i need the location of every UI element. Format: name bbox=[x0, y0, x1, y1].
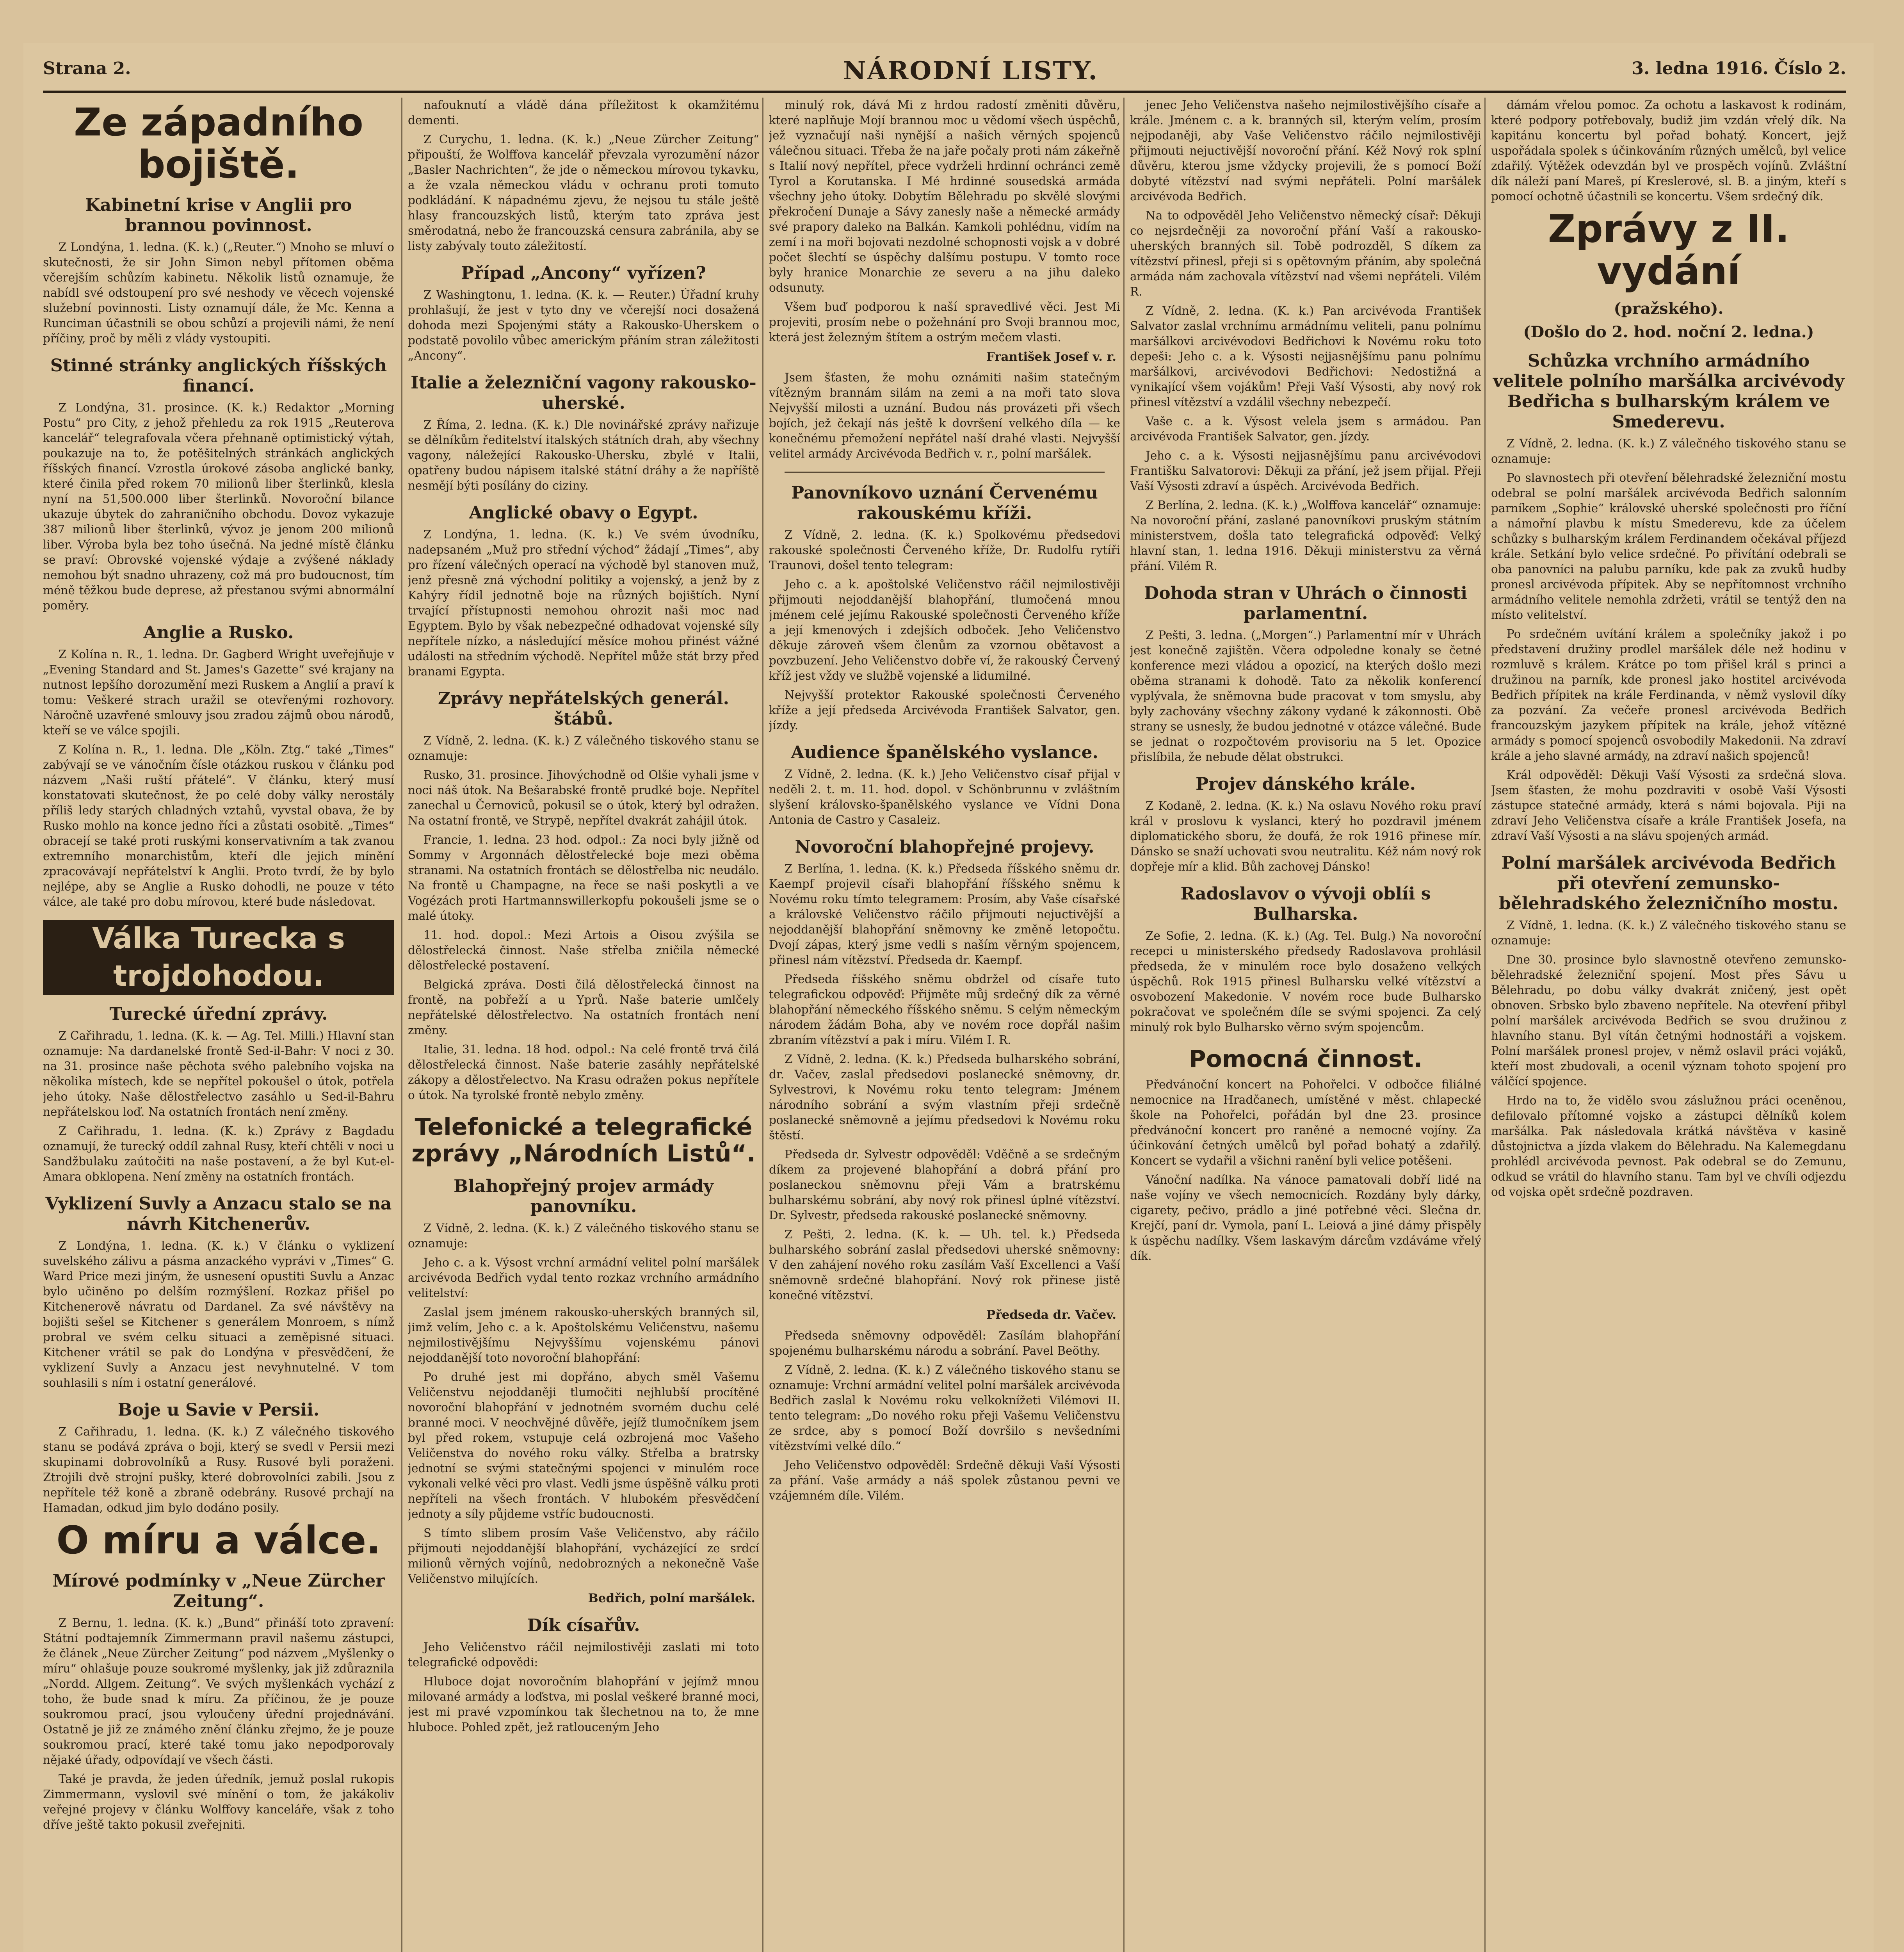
article-text: Jeho c. a k. Výsost vrchní armádní velitel polní maršálek arcivévoda Bedřich vydal tento rozkaz vrchního armádního velitelství: bbox=[408, 1256, 759, 1300]
article-text: Hluboce dojat novoročním blahopřání v jejímž mnou milované armády a loďstva, mi poslal veškeré branné moci, jest mi pravé vzpomínkou tak šlechetnou na to, že mne hluboce. Pohled zpět, jež ratlouceným Jeho bbox=[408, 1675, 759, 1734]
article-title: Stinné stránky anglických říšských financí. bbox=[50, 356, 387, 396]
section-headline: Zprávy z II. vydání bbox=[1548, 207, 1790, 294]
article-title: Turecké úřední zprávy. bbox=[109, 1004, 328, 1024]
article-title: Mírové podmínky v „Neue Zürcher Zeitung“. bbox=[52, 1571, 385, 1611]
article-title: Schůzka vrchního armádního velitele polního maršálka arcivévody Bedřicha s bulharským králem ve Smederevu. bbox=[1493, 351, 1845, 432]
divider bbox=[785, 472, 1105, 473]
article-text: Král odpověděl: Děkuji Vaší Výsosti za srdečná slova. Jsem šťasten, že mohu pozdraviti v osobě Vaší Výsosti zástupce statečné armády, která s námi bojovala. Piji na zdraví Jeho Veličenstva císaře a krále František Josefa, na zdraví Vaší Výsosti a na slávu spojených armád. bbox=[1491, 768, 1846, 842]
article-text: Po druhé jest mi dopřáno, abych směl Vašemu Veličenstvu nejoddaněji tlumočiti nejhlubší procítěné novoroční blahopřání v jednotném svorném duchu celé branné moci. V neochvějné důvěře, jejíž tlumočníkem jsem byl před rokem, vstupuje celá ozbrojená moc Vašeho Veličenstva do nového roku války. Střelba a bratrsky jednotní se svými statečnými spojenci v minulém roce vykonali velké věci pro vlast. Vedli jsme úspěšně válku proti nepříteli na všech frontách. V hlubokém přesvědčení jednoty a síly půjdeme vstříc budoucnosti. bbox=[408, 1370, 759, 1521]
article-text: Z Vídně, 2. ledna. (K. k.) Spolkovému předsedovi rakouské společnosti Červeného kříže, Dr. Rudolfu rytíři Traunovi, došel tento telegram: bbox=[769, 528, 1120, 572]
article-text: Z Vídně, 2. ledna. (K. k.) Z válečného tiskového stanu se oznamuje: Vrchní armádní velitel polní maršálek arcivévoda Bedřich zaslal k Novému roku velkoknížeti Vilémovi II. tento telegram: „Do nového roku přeji Vašemu Veličenstvu ze srdce, aby s pomocí Boží dovršilo s nevšedními vítězstvími velké dílo.“ bbox=[769, 1363, 1120, 1453]
article-text: Belgická zpráva. Dosti čilá dělostřelecká činnost na frontě, na pobřeží a u Yprů. Naše baterie umlčely nepřátelské dělostřelectvo. Na ostatních frontách není změny. bbox=[408, 978, 759, 1037]
article-title: Radoslavov o vývoji oblíi s Bulharska. bbox=[1180, 884, 1431, 924]
header-rule bbox=[43, 91, 1846, 93]
article-text: minulý rok, dává Mi z hrdou radostí změniti důvěru, které naplňuje Mojí brannou moc u vědomí všech úspěchů, jež vyznačují naši nynější a našich věrných spojenců válečnou situaci. Třeba že na jaře počaly proti nám zákeřně s Italií nový nepřítel, přece vydrželi hrdinní ochránci země Tyrol a Korutanska. I Mé hrdinné sousedská armáda všechny jeho útoky. Dobytím Bělehradu po skvělé slovými překročení Dunaje a Sávy zanesly naše a německé armády své prapory daleko na Balkán. Kamkoli pohlédnu, vidím na zemí i na moři bojovati nezdolné schopnosti vojsk a v dobré počet šlechtí se úspěchy dalšímu postupu. V tomto roce byly hranice Monarchie ze severu a na jihu daleko odsunuty. bbox=[769, 98, 1120, 294]
article-text: Vánoční nadílka. Na vánoce pamatovali dobří lidé na naše vojíny ve všech nemocnicích. Rozdány byly dárky, cigarety, pečivo, prádlo a jiné potřebné věci. Slečna dr. Krejčí, paní dr. Vymola, paní L. Leiová a jiné dámy přispěly k úspěchu nadílky. Všem laskavým dárcům vzdáváme vřelý dík. bbox=[1130, 1173, 1481, 1263]
article-title: Projev dánského krále. bbox=[1196, 774, 1416, 794]
column-2 bbox=[408, 98, 759, 1952]
article-title: Polní maršálek arcivévoda Bedřich při otevření zemunsko-bělehradského železničního mostu. bbox=[1499, 853, 1838, 914]
signature: Bedřich, polní maršálek. bbox=[588, 1591, 755, 1605]
article-text: Předseda říšského sněmu obdržel od císaře tuto telegrafickou odpověď: Přijměte můj srdečný dík za věrné blahopřání německého říšského sněmu. S celým německým národem žádám Boha, aby ve novém roce dopřál našim zbraním vítězství a pak i míru. Vilém I. R. bbox=[769, 972, 1120, 1047]
article-text: Dne 30. prosince bylo slavnostně otevřeno zemunsko-bělehradské železniční spojení. Most přes Sávu u Bělehradu, po dobu války dvakrát zničený, jest opět obnoven. Srbsko bylo zbaveno nepřítele. Na otevření přibyl polní maršálek arcivévoda Bedřich se svou družinou z hlavního stanu. Byl vítán četnými hodnostáři a vojskem. Polní maršálek pronesl projev, v němž oslavil práci vojáků, kteří most zbudovali, a ocenil význam tohoto spojení pro válčící spojence. bbox=[1491, 953, 1846, 1088]
article-title: Dík císařův. bbox=[527, 1615, 640, 1635]
article-title: Dohoda stran v Uhrách o činnosti parlamentní. bbox=[1144, 583, 1467, 623]
article-text: Z Londýna, 1. ledna. (K. k.) V článku o vyklizení suvelského zálivu a pásma anzackého vyprávi v „Times“ G. Ward Price mezi jiným, že usnesení opustiti Suvlu a Anzac bylo učiněno po delším rozmýšlení. Rozkaz přišel po Kitchenerově návratu od Dardanel. Za své návštěvy na bojišti sešel se Kitchener s generálem Monroem, s nímž probral ve svém celku situaci a zeměpisné situaci. Kitchener vrátil se pak do Londýna v přesvědčení, že vyklizení Suvly a Anzacu jest nevyhnutelné. V tom souhlasili s ním i ostatní generálové. bbox=[43, 1239, 394, 1389]
article-title: Novoroční blahopřejné projevy. bbox=[795, 837, 1094, 857]
section-headline: Ze západního bojiště. bbox=[74, 100, 363, 187]
article-text: Z Vídně, 2. ledna. (K. k.) Jeho Veličenstvo císař přijal v neděli 2. t. m. 11. hod. dopol. v Schönbrunnu v zvláštním slyšení královsko-španělského vyslance ve Vídni Dona Antonia de Castro y Casaleiz. bbox=[769, 768, 1120, 826]
article-text: Jsem šťasten, že mohu oznámiti našim statečným vítězným brannám silám na zemi a na moři tato slova Nejvyšší milosti a uznání. Budou nás provázeti při všech bojích, jež čekají nás ještě k dovršení velkého díla — ke konečnému přemožení nepřátel naší drahé vlasti. Nejvyšší velitel armády Arcivévoda Bedřich v. r., polní maršálek. bbox=[769, 371, 1120, 460]
article-text: Předseda sněmovny odpověděl: Zasílám blahopřání spojenému bulharskému národu a sobrání. Pavel Beöthy. bbox=[769, 1329, 1120, 1357]
article-text: Z Kolína n. R., 1. ledna. Dr. Gagberd Wright uveřejňuje v „Evening Standard and St. James's Gazette“ své krajany na nutnost lepšího dorozumění mezi Ruskem a Anglií a praví k tomu: Veškeré strach uražil se otevřenými rozhovory. Náročně uzavřené smlouvy jsou zradou zájmů obou národů, kteří se ve válce spojili. bbox=[43, 648, 394, 737]
article-text: Z Bernu, 1. ledna. (K. k.) „Bund“ přináší toto zpravení: Státní podtajemník Zimmermann pravil našemu zástupci, že článek „Neue Zürcher Zeitung“ pod názvem „Myšlenky o míru“ ohlašuje pouze soukromé myšlenky, jak již zdůraznila „Nordd. Allgem. Zeitung“. Ve svých myšlenkách vychází z toho, že bude snad k míru. Za příčinou, že je pouze soukromou prací, jsou vyloučeny úřední projednávání. Ostatně je již ze známého znění článku zřejmo, že je pouze soukromou prací, které také tomu jako nepodporovaly nějaké úřady, odpovídají ve všech části. bbox=[43, 1616, 394, 1767]
column-4 bbox=[1130, 98, 1481, 1952]
article-text: Z Londýna, 1. ledna. (K. k.) Ve svém úvodníku, nadepsaném „Muž pro střední východ“ žádají „Times“, aby pro řízení válečných operací na východě byl stanoven muž, jenž přesně zná východní politiky a vojenský, a jenž by z Kahýry řídil jednotně boje na různých bojištích. Nyní trvající přístupnosti nemohou ohrozit naši moc nad Egyptem. Bylo by však nebezpečné odhadovat vojenské síly nepřítele nízko, a následující měsíce mohou přinést vážné události na středním východě. Nepřítel může stát brzy před branami Egypta. bbox=[408, 528, 759, 678]
article-text: Z Vídně, 2. ledna. (K. k.) Z válečného tiskového stanu se oznamuje: bbox=[1491, 437, 1846, 465]
column-divider bbox=[401, 98, 402, 1952]
article-text: Po slavnostech při otevření bělehradské železniční mostu odebral se polní maršálek arcivévoda Bedřich salonním parníkem „Sophie“ královské uherské společnosti pro říční a námořní plavbu k místu Smederevu, kde za účelem schůzky s bulharským králem Ferdinandem očekával příjezd krále. Setkání bylo velice srdečné. Po přivítání odebrali se oba panovníci na palubu parníku, kde pak za zvuků hudby pronesl arcivévoda přípitek. Aby se nepřítomnost vrchního armádního velitele nemohla zdržeti, vrátil se tentýž den na místo velitelství. bbox=[1491, 471, 1846, 622]
article-text: Vaše c. a k. Výsost velela jsem s armádou. Pan arcivévoda František Salvator, gen. jízdy. bbox=[1130, 415, 1481, 443]
article-text: Z Vídně, 2. ledna. (K. k.) Pan arcivévoda František Salvator zaslal vrchnímu armádnímu veliteli, panu polnímu maršálkovi arcivévodovi Bedřichovi k Novému roku toto depeši: Jeho c. a k. Výsosti nejjasnějšímu panu polnímu maršálkovi, arcivévodovi Bedřichovi: Nedostižná a vynikající všem vojákům! Přeji Vaší Výsosti, aby nový rok přinesl vítězství a vzdálil všechny nebezpečí. bbox=[1130, 304, 1481, 409]
article-text: Nejvyšší protektor Rakouské společnosti Červeného kříže a její předseda Arcivévoda František Salvator, gen. jízdy. bbox=[769, 688, 1120, 732]
article-text: Z Londýna, 1. ledna. (K. k.) („Reuter.“) Mnoho se mluví o skutečnosti, že sir John Simon nebyl přítomen oběma včerejším schůzím kabinetu. Několik listů oznamuje, že nabídl své odstoupení pro své neshody ve věcech vojenské služební povinnosti. Listy oznamují dále, že Mc. Kenna a Runciman účastnili se obou schůzí a projevili námi, že není příčiny, proč by měli z vlády vystoupiti. bbox=[43, 240, 394, 345]
section-headline-inverted: Válka Turecka s trojdohodou. bbox=[43, 920, 394, 995]
article-text: Z Londýna, 31. prosince. (K. k.) Redaktor „Morning Postu“ pro City, z jehož přehledu za rok 1915 „Reuterova kancelář“ telegrafovala včera přehnaně optimistický výtah, poukazuje na to, že potěšitelných stránkách anglických říšských financí. Vzrostla úrokové zásoba anglické banky, které činila před rokem 70 milionů liber šterlinků, klesla nyní na 51,500.000 liber šterlinků. Novoroční bilance ukazuje úbytek do zahraničního obchodu. Dovoz vykazuje 387 milionů liber šterlinků, vývoz je jenom 200 milionů liber. Výroba byla bez toho úsečná. Na jedné místě článku se praví: Obrovské vojenské výdaje a zvýšené náklady nemohou být snadno uhrazeny, což má pro budoucnost, tím méně těžkou bude deprese, až přestanou svými abnormální poměry. bbox=[43, 401, 394, 612]
article-title: Audience španělského vyslance. bbox=[791, 743, 1098, 762]
signature: František Josef v. r. bbox=[986, 350, 1116, 364]
article-text: Předseda dr. Sylvestr odpověděl: Vděčně a se srdečným díkem za projevené blahopřání a dobrá přání pro poslaneckou sněmovnu přeji Vám a bratrskému bulharskému sobrání, aby nový rok přinesl úplné vítězství. Dr. Sylvestr, předseda rakouské poslanecké sněmovny. bbox=[769, 1148, 1120, 1222]
article-text: Francie, 1. ledna. 23 hod. odpol.: Za noci byly jižně od Sommy v Argonnách dělostřelecké boje mezi oběma stranami. Na ostatních frontách se dělostřelba nic neudálo. Na frontě u Champagne, na řece se naši poskytli a ve Vogézách proti Hartmannswillerkopfu pokoušeli jsme se o malé útoky. bbox=[408, 833, 759, 923]
column-3 bbox=[769, 98, 1120, 1952]
article-text: Z Cařihradu, 1. ledna. (K. k.) Z válečného tiskového stanu se podává zpráva o boji, který se svedl v Persii mezi skupinami dobrovolníků a Rusy. Rusové byli poraženi. Ztrojili dvě strojní pušky, které dobrovolníci zabili. Jsou z nepřítele též koně a zbraně odebrány. Rusové prchají na Hamadan, odkud jim bylo dodáno posily. bbox=[43, 1425, 394, 1514]
article-title: Blahopřejný projev armády panovníku. bbox=[454, 1176, 714, 1216]
article-text: Na to odpověděl Jeho Veličenstvo německý císař: Děkuji co nejsrdečněji za novoroční přání Vaší a rakousko-uherských branných sil. Tobě podrozděl, S díkem za vítězství přinesl, přeji si s opětovným přáním, aby společná armáda nám zachovala vítězství nad všemi nepřáteli. Vilém R. bbox=[1130, 209, 1481, 298]
article-text: Rusko, 31. prosince. Jihovýchodně od Olšie vyhali jsme v noci náš útok. Na Bešarabské frontě prudké boje. Nepřítel zanechal u Černoviců, pokusil se o útok, který byl odražen. Na ostatní frontě, ve Strypě, nepřítel dvakrát zahájil útok. bbox=[408, 768, 759, 827]
masthead bbox=[43, 56, 1846, 86]
article-text: Z Vídně, 2. ledna. (K. k.) Předseda bulharského sobrání, dr. Vačev, zaslal předsedovi poslanecké sněmovny, dr. Sylvestrovi, k Novému roku tento telegram: Jménem národního sobrání a svým vlastním přeji srdečně poslanecké sněmovně a jejímu předsedovi k Novému roku štěstí. bbox=[769, 1053, 1120, 1142]
article-title: Zprávy nepřátelských generál. štábů. bbox=[438, 689, 729, 729]
page-number: Strana 2. bbox=[43, 59, 131, 78]
article-text: Z Vídně, 2. ledna. (K. k.) Z válečného tiskového stanu se oznamuje: bbox=[408, 1222, 759, 1250]
article-text: Italie, 31. ledna. 18 hod. odpol.: Na celé frontě trvá čilá dělostřelecká činnost. Naše baterie zasáhly nepřátelské zákopy a dělostřelectvo. Na Krasu odražen pokus nepřítele o útok. Na tyrolské frontě nebylo změny. bbox=[408, 1043, 759, 1102]
article-text: Hrdo na to, že vidělo svou záslužnou práci oceněnou, defilovalo přítomné vojsko a zástupci dělníků kolem maršálka. Pak následovala krátká návštěva v kasině důstojnictva a jízda vlakem do Bělehradu. Na Kalemegdanu prohlédl arcivévoda pevnost. Pak odebral se do Zemunu, odkud se vrátil do hlavního stanu. Tam byl ve chvíli odjezdu od vojska opět srdečně pozdraven. bbox=[1491, 1094, 1846, 1199]
article-text: Jeho c. a k. apoštolské Veličenstvo ráčil nejmilostivěji přijmouti nejoddanější blahopřání, tlumočená mnou jménem celé jejímu Rakouské společnosti Červeného kříže a její kmenových i zdejších odboček. Jeho Veličenstvo děkuje zároveň všem členům za vzornou obětavost a povzbuzení. Jeho Veličenstvo dobře ví, že rakouský Červený kříž jest vždy ve službě vojenské a lidumilné. bbox=[769, 578, 1120, 682]
article-text: S tímto slibem prosím Vaše Veličenstvo, aby ráčilo přijmouti nejoddanější blahopřání, vycházející ze srdcí milionů věrných vojínů, nedobrozných a nekonečně Vaše Veličenstvo milujících. bbox=[408, 1526, 759, 1585]
article-title: Anglie a Rusko. bbox=[143, 623, 294, 643]
article-text: Jeho Veličenstvo odpověděl: Srdečně děkuji Vaší Výsosti za přání. Vaše armády a náš spolek zůstanou pevni ve vzájemném díle. Vilém. bbox=[769, 1459, 1120, 1502]
article-text: Z Pešti, 3. ledna. („Morgen“.) Parlamentní mír v Uhrách jest konečně zajištěn. Včera odpoledne konaly se četné konference mezi vládou a opozicí, na kterých došlo mezi oběma stranami k dohodě. Tato za několik konferencí vyplývala, že sněmovna bude pracovat v tom smyslu, aby byly zachovány všechny zákony vydané k zákonnosti. Obě strany se usnesly, že budou jednotné v otázce válečné. Bude se jednat o rozpočtovém provisoriu na 5 let. Opozice přislíbila, že nebude dělat obstrukci. bbox=[1130, 629, 1481, 764]
article-text: 11. hod. dopol.: Mezi Artois a Oisou zvýšila se dělostřelecká činnost. Naše střelba zničila německé dělostřelecké postavení. bbox=[408, 928, 759, 972]
article-text: Po srdečném uvítání králem a společníky jakož i po představení družiny prodlel maršálek déle než hodinu v rozmluvě s králem. Krátce po tom přišel král s princi a družinou na parník, kde pronesl jako hostitel arcivévoda Bedřich přípitek na krále Ferdinanda, v němž vyslovil díky za pozvání. Za večeře pronesl arcivévoda Bedřich francouzským jazykem přípitek na krále, jehož vítězné armády s pomocí spojenců osvobodily Makedonii. Na zdraví krále a jeho slavné armády, na zdraví našich spojenců! bbox=[1491, 627, 1846, 762]
newspaper-title: NÁRODNÍ LISTY. bbox=[843, 56, 1098, 85]
column-divider bbox=[1123, 98, 1125, 1952]
article-text: Z Cařihradu, 1. ledna. (K. k.) Zprávy z Bagdadu oznamují, že turecký oddíl zahnal Rusy, kteří chtěli v noci u Sandžbulaku zaútočiti na naše postavení, a že byl Kut-el-Amara obklopena. Není změny na ostatních frontách. bbox=[43, 1124, 394, 1183]
article-title: Kabinetní krise v Anglii pro brannou povinnost. bbox=[85, 195, 352, 235]
article-text: Jeho Veličenstvo ráčil nejmilostivěji zaslati mi toto telegrafické odpovědi: bbox=[408, 1640, 759, 1669]
article-title: Italie a železniční vagony rakousko-uherské. bbox=[411, 373, 756, 413]
article-title: Případ „Ancony“ vyřízen? bbox=[461, 263, 706, 283]
article-text: Zaslal jsem jménem rakousko-uherských branných sil, jimž velím, Jeho c. a k. Apoštolskému Veličenstvu, našemu nejmilostivějšímu Nejvyššímu vojenskému pánovi nejoddanější toto novoroční blahopřání: bbox=[408, 1305, 759, 1364]
article-title: Anglické obavy o Egypt. bbox=[469, 503, 698, 523]
article-text: Z Cařihradu, 1. ledna. (K. k. — Ag. Tel. Milli.) Hlavní stan oznamuje: Na dardanelské frontě Sed-il-Bahr: V noci z 30. na 31. prosince naše pěchota svého palebního vojska na několika místech, kde se nepřítel pokoušel o útok, potřela jeho útoky. Naše dělostřelectvo zasáhlo u Sed-il-Bahru nepřátelskou loď. Na ostatních frontách není změny. bbox=[43, 1029, 394, 1118]
article-text: Z Vídně, 2. ledna. (K. k.) Z válečného tiskového stanu se oznamuje: bbox=[408, 734, 759, 762]
article-title: Boje u Savie v Persii. bbox=[117, 1400, 320, 1420]
article-text: nafouknutí a vládě dána příležitost k okamžitému dementi. bbox=[408, 98, 759, 127]
article-text: Ze Sofie, 2. ledna. (K. k.) (Ag. Tel. Bulg.) Na novoroční recepci u ministerského předsedy Radoslavova prohlásil předseda, že v minulém roce bylo dosaženo velkých úspěchů. Rok 1915 přinesl Bulharsku velké vítězství a osvobození Makedonie. V novém roce bude Bulharsko pokračovat ve společném díle se svými spojenci. Za celý minulý rok bylo Bulharsko věrno svým spojencům. bbox=[1130, 929, 1481, 1034]
article-text: Z Kolína n. R., 1. ledna. Dle „Köln. Ztg.“ také „Times“ zabývají se ve vánočním čísle otázkou ruskou v článku pod názvem „Naši ruští přátelé“. V článku, který musí konstatovati skutečnost, že po celé doby války nerostály příliš ledy starých chladných vztahů, vyvstal obava, že by Rusko mohlo na konce jedno říci a zůstati osobitě. „Times“ obracejí se také proti ruskými konservativním a tak zvanou extremního monarchistům, kteří dle jejich mínění zpracovávají nepřátelství k Anglii. Proto tvrdí, že by bylo nejlépe, aby se Anglie a Rusko dohodli, ne pouze v této válce, ale také pro dobu mírovou, které bude následovat. bbox=[43, 743, 394, 908]
section-headline: O míru a válce. bbox=[56, 1518, 381, 1563]
issue-date: 3. ledna 1916. Číslo 2. bbox=[1632, 59, 1846, 78]
article-text: Z Vídně, 1. ledna. (K. k.) Z válečného tiskového stanu se oznamuje: bbox=[1491, 919, 1846, 947]
column-5 bbox=[1491, 98, 1846, 1952]
column-divider bbox=[762, 98, 763, 1952]
column-divider bbox=[1484, 98, 1486, 1952]
article-text: Z Curychu, 1. ledna. (K. k.) „Neue Zürcher Zeitung“ připouští, že Wolffova kancelář převzala vyrozumění názor „Basler Nachrichten“, že jde o německou mírovou tykavku, a že vzala německou vládu v ochranu proti tomuto podkládání. K nápadnému zjevu, že nejsou tu stále ještě hlasy francouzských listů, kterým tato zpráva jest směrodatná, nebo že francouzská censura zabránila, aby se listy zabývaly touto záležitostí. bbox=[408, 133, 759, 253]
article-title: Vyklizení Suvly a Anzacu stalo se na návrh Kitchenerův. bbox=[45, 1194, 392, 1234]
section-headline: Telefonické a telegrafické zprávy „Národních Listů“. bbox=[411, 1113, 756, 1167]
article-text: dámám vřelou pomoc. Za ochotu a laskavost k rodinám, které podpory potřebovaly, budiž jim vzdán vřelý dík. Na kapitánu koncertu byl pořad bohatý. Koncert, jejž uspořádala spolek s účinkováním různých umělců, byl velice zdařilý. Výtěžek odevzdán byl ve prospěch vojínů. Zvláštní dík náleží paní Mareš, pí Kreslerové, sl. B. a jiným, kteří s pomocí ochotně účastnili se koncertu. Všem srdečný dík. bbox=[1491, 98, 1846, 203]
signature: Předseda dr. Vačev. bbox=[986, 1308, 1116, 1322]
section-headline: Pomocná činnost. bbox=[1189, 1045, 1423, 1073]
article-text: Předvánoční koncert na Pohořelci. V odbočce filiálné nemocnice na Hradčanech, umístěné v měst. chlapecké škole na Pohořelci, pořádán byl dne 23. prosince předvánoční koncert pro raněné a nemocné vojíny. Za účinkování četných umělců byl pořad bohatý a zdařilý. Koncert se vydařil a všichni ranění byli velice potěšeni. bbox=[1130, 1078, 1481, 1167]
article-text: Také je pravda, že jeden úředník, jemuž poslal rukopis Zimmermann, vyslovil své mínění o tom, že jakákoliv veřejné projevy v článku Wolffovy kanceláře, však z toho dříve ještě takto pokusil zveřejniti. bbox=[43, 1772, 394, 1831]
column-1 bbox=[43, 98, 394, 1952]
section-note: (Došlo do 2. hod. noční 2. ledna.) bbox=[1523, 323, 1814, 341]
article-text: jenec Jeho Veličenstva našeho nejmilostivějšího císaře a krále. Jménem c. a k. branných sil, kterým velím, prosím nejpodaněji, aby Vaše Veličenstvo ráčilo nejmilostivěji přijmouti nejuctivější novoroční přání. Kéž Nový rok splní důvěru, kterou jsme vždycky projevili, že s pomocí Boží dobyté vítězství nad svými nepřáteli. Polní maršálek arcivévoda Bedřich. bbox=[1130, 98, 1481, 203]
article-text: Z Berlína, 1. ledna. (K. k.) Předseda říšského sněmu dr. Kaempf projevil císaři blahopřání říšského sněmu k Novému roku tímto telegramem: Prosím, aby Vaše císařské a královské Veličenstvo ráčilo přijmouti nejuctivější a nejoddanější blahopřání sněmovny ke změně letopočtu. Dvojí zápas, který jsme vedli s naším věrným spojencem, přinesl nám vítězství. Předseda dr. Kaempf. bbox=[769, 862, 1120, 967]
article-text: Z Kodaně, 2. ledna. (K. k.) Na oslavu Nového roku praví král v proslovu k vyslanci, který ho pozdravil jménem diplomatického sboru, že doufá, že rok 1916 přinese mír. Dánsko se snaží uchovati svou neutralitu. Kéž nám nový rok dopřeje mír a klid. Bůh zachovej Dánsko! bbox=[1130, 799, 1481, 873]
article-text: Z Pešti, 2. ledna. (K. k. — Uh. tel. k.) Předseda bulharského sobrání zaslal předsedovi uherské sněmovny: V den zahájení nového roku zasílám Vaší Excellenci a Vaší sněmovně srdečné blahopřání. Nový rok přinese jistě konečné vítězství. bbox=[769, 1228, 1120, 1302]
section-subheadline: (pražského). bbox=[1614, 299, 1724, 318]
article-title: Panovníkovo uznání Červenému rakouskému kříži. bbox=[791, 483, 1098, 523]
article-text: Všem buď podporou k naší spravedlivé věci. Jest Mi projeviti, prosím nebe o požehnání pro Svoji brannou moc, která jest železným štítem a ostrým mečem vlasti. bbox=[769, 300, 1120, 344]
article-text: Z Washingtonu, 1. ledna. (K. k. — Reuter.) Úřadní kruhy prohlašují, že jest v tyto dny ve včerejší noci dosažená dohoda mezi Spojenými státy a Rakousko-Uherskem o podstatě povolilo vůbec americkým přáním stran záležitosti „Ancony“. bbox=[408, 288, 759, 362]
article-text: Z Říma, 2. ledna. (K. k.) Dle novinářské zprávy nařizuje se dělníkům ředitelství italských státních drah, aby všechny vagony, náležející Rakousko-Uhersku, zbylé v Italii, opatřeny budou nápisem italské státní dráhy a že napříště nesmějí býti posílány do ciziny. bbox=[408, 418, 759, 492]
article-text: Z Berlína, 2. ledna. (K. k.) „Wolffova kancelář“ oznamuje: Na novoroční přání, zaslané panovníkovi pruským státním ministerstvem, došla tato telegrafická odpověď: Velký hlavní stan, 1. ledna 1916. Děkuji ministerstvu za věrná přání. Vilém R. bbox=[1130, 499, 1481, 573]
article-text: Jeho c. a k. Výsosti nejjasnějšímu panu arcivévodovi Františku Salvatorovi: Děkuji za přání, jež jsem přijal. Přeji Vaší Výsosti zdraví a úspěch. Arcivévoda Bedřich. bbox=[1130, 449, 1481, 493]
